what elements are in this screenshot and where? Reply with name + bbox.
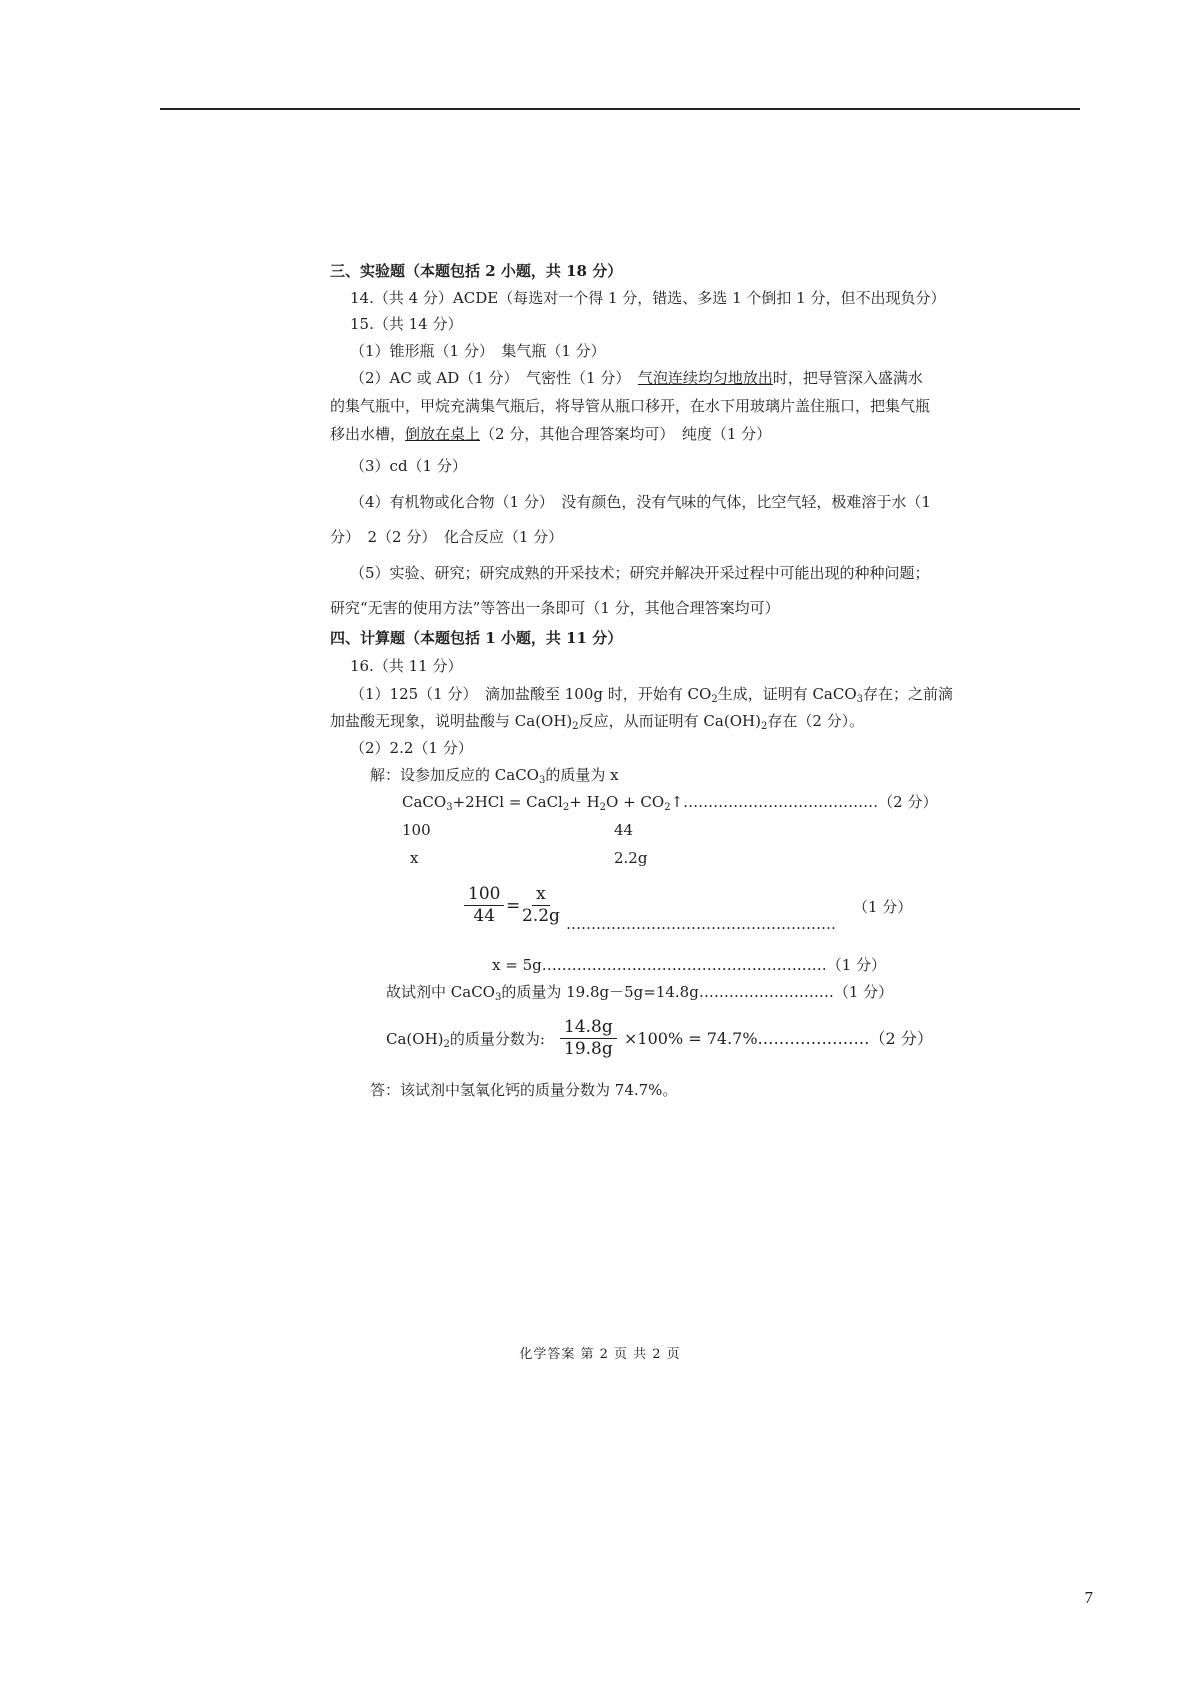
q15-heading: 15.（共 14 分） xyxy=(350,315,463,333)
caco3-mass: 故试剂中 CaCO$_3$的质量为 19.8g－5g=14.8g………………………（1 分） xyxy=(386,983,894,1003)
page-footer: 化学答案 第 2 页 共 2 页 xyxy=(519,1347,681,1362)
result-x: x = 5g…………………………………………………（1 分） xyxy=(492,956,887,974)
dot-leader: ……………………………………………… xyxy=(566,915,836,933)
q15-part4-line1: （4）有机物或化合物（1 分） 没有颜色，没有气味的气体，比空气轻，极难溶于水（1 xyxy=(350,493,931,511)
fraction-x-22g: $\frac{x}{2.2g}$ xyxy=(522,884,560,926)
final-answer: 答：该试剂中氢氧化钙的质量分数为 74.7%。 xyxy=(370,1081,678,1099)
section-title-experiment: 三、实验题（本题包括 2 小题，共 18 分） xyxy=(330,262,623,280)
q15-part2-line3: 移出水槽，倒放在桌上（2 分，其他合理答案均可） 纯度（1 分） xyxy=(330,425,772,443)
underlined-answer-invert: 倒放在桌上 xyxy=(405,425,481,443)
q15-part5-line1: （5）实验、研究；研究成熟的开采技术；研究并解决开采过程中可能出现的种种问题； xyxy=(350,564,930,582)
q15-part1: （1）锥形瓶（1 分） 集气瓶（1 分） xyxy=(350,342,606,360)
q15-part2-line1: （2）AC 或 AD（1 分） 气密性（1 分） 气泡连续均匀地放出时，把导管深入盛满水 xyxy=(350,369,923,387)
q14-answer: 14.（共 4 分）ACDE（每选对一个得 1 分，错选、多选 1 个倒扣 1 分，但不出现负分） xyxy=(350,289,946,307)
percentage-result: ×100% = 74.7%…………………（2 分） xyxy=(624,1029,933,1048)
caoh2-fraction-label: $Ca(OH)_2$的质量分数为: xyxy=(386,1030,545,1050)
header-rule xyxy=(160,108,1080,110)
q15-part4-line2: 分） 2（2 分） 化合反应（1 分） xyxy=(330,528,564,546)
q15-part2-line2: 的集气瓶中，甲烷充满集气瓶后，将导管从瓶口移开，在水下用玻璃片盖住瓶口，把集气瓶 xyxy=(330,397,931,415)
unknown-x: x xyxy=(410,849,419,867)
chemical-equation: CaCO$_3$+2HCl = CaCl$_2$+ $H_2O$ + $CO_2↑\dots\dots\dots\dots\dots\dots\dots\dots\dots\dots\dots\dots\dots(2$ 分） xyxy=(402,793,938,813)
points-1: （1 分） xyxy=(853,898,913,916)
underlined-answer-bubbles: 气泡连续均匀地放出 xyxy=(637,369,773,387)
q16-heading: 16.（共 11 分） xyxy=(350,657,463,675)
section-title-calculation: 四、计算题（本题包括 1 小题，共 11 分） xyxy=(330,629,623,647)
fraction-100-44: $\frac{100}{44}$ xyxy=(464,884,504,927)
mass-co2: 2.2g xyxy=(614,849,648,867)
q16-part1-line1: （1）125（1 分） 滴加盐酸至 100g 时，开始有 $CO_2$生成，证明有 CaCO$_3$存在；之前滴 xyxy=(350,685,954,705)
molar-mass-co2: 44 xyxy=(614,821,634,839)
equals-sign: = xyxy=(506,896,521,916)
molar-mass-caco3: 100 xyxy=(402,821,431,839)
fraction-148-198: $\frac{14.8g}{19.8g}$ xyxy=(560,1017,617,1060)
page-number: 7 xyxy=(1084,1588,1093,1607)
solution-intro: 解：设参加反应的 CaCO$_3$的质量为 x xyxy=(370,766,619,786)
q15-part3: （3）cd（1 分） xyxy=(350,457,467,475)
q15-part5-line2: 研究“无害的使用方法”等答出一条即可（1 分，其他合理答案均可） xyxy=(330,599,780,617)
q16-part2: （2）2.2（1 分） xyxy=(350,739,473,757)
q16-part1-line2: 加盐酸无现象，说明盐酸与 $Ca(OH)_2$反应，从而证明有 $Ca(OH)_2$存在（2 分）。 xyxy=(330,712,865,732)
